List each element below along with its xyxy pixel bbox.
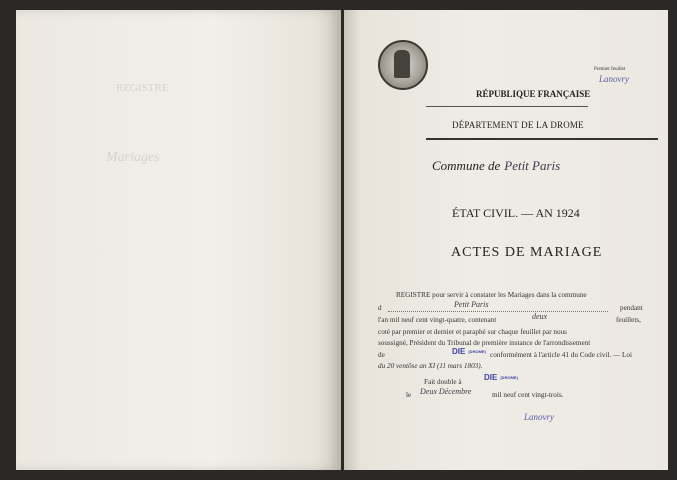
body-line: feuillets,: [616, 316, 641, 324]
body-line: conformément à l'article 41 du Code civil. — Loi: [490, 351, 633, 359]
left-page: [16, 10, 341, 470]
handwritten-count: deux: [532, 312, 548, 321]
body-line: soussigné, Président du Tribunal de première instance de l'arrondissement: [378, 339, 591, 347]
body-line: d: [378, 304, 382, 312]
body-line: mil neuf cent vingt-trois.: [492, 391, 564, 399]
handwritten-date: Deux Décembre: [420, 387, 472, 396]
body-line: Fait double à: [424, 378, 462, 386]
body-line: l'an mil neuf cent vingt-quatre, contenant: [378, 316, 497, 324]
commune-label: Commune de: [432, 158, 501, 173]
body-line: du 20 ventôse an XI (11 mars 1803).: [378, 362, 483, 370]
department-heading: DÉPARTEMENT DE LA DROME: [452, 120, 584, 130]
document-title: ACTES DE MARIAGE: [451, 245, 603, 260]
handwritten-commune: Petit Paris: [454, 300, 489, 309]
right-page: [344, 10, 668, 470]
die-stamp: DIE (DROME): [452, 347, 486, 356]
republic-seal-icon: [378, 40, 428, 90]
president-signature: Lanovry: [524, 412, 554, 422]
commune-line: [432, 158, 560, 174]
body-line: le: [406, 391, 412, 399]
paraphe-signature: Lanovry: [599, 74, 629, 84]
body-line: pendant: [620, 304, 643, 312]
etat-civil-heading: ÉTAT CIVIL. — AN 1924: [452, 206, 580, 220]
body-line: de: [378, 351, 385, 359]
bleed-through-text: REGISTRE: [116, 82, 169, 94]
republic-heading: RÉPUBLIQUE FRANÇAISE: [476, 89, 591, 99]
bleed-through-text: Mariages: [106, 150, 160, 165]
body-line: coté par premier et dernier et paraphé sur chaque feuillet par nous: [378, 328, 567, 336]
commune-name: Petit Paris: [504, 158, 561, 173]
die-stamp: DIE (DROME): [484, 373, 518, 382]
premier-feuillet-label: Premier feuillet: [594, 67, 626, 72]
divider: [426, 106, 588, 107]
divider: [426, 138, 658, 140]
body-line: REGISTRE pour servir à constater les Mariages dans la commune: [396, 291, 587, 299]
